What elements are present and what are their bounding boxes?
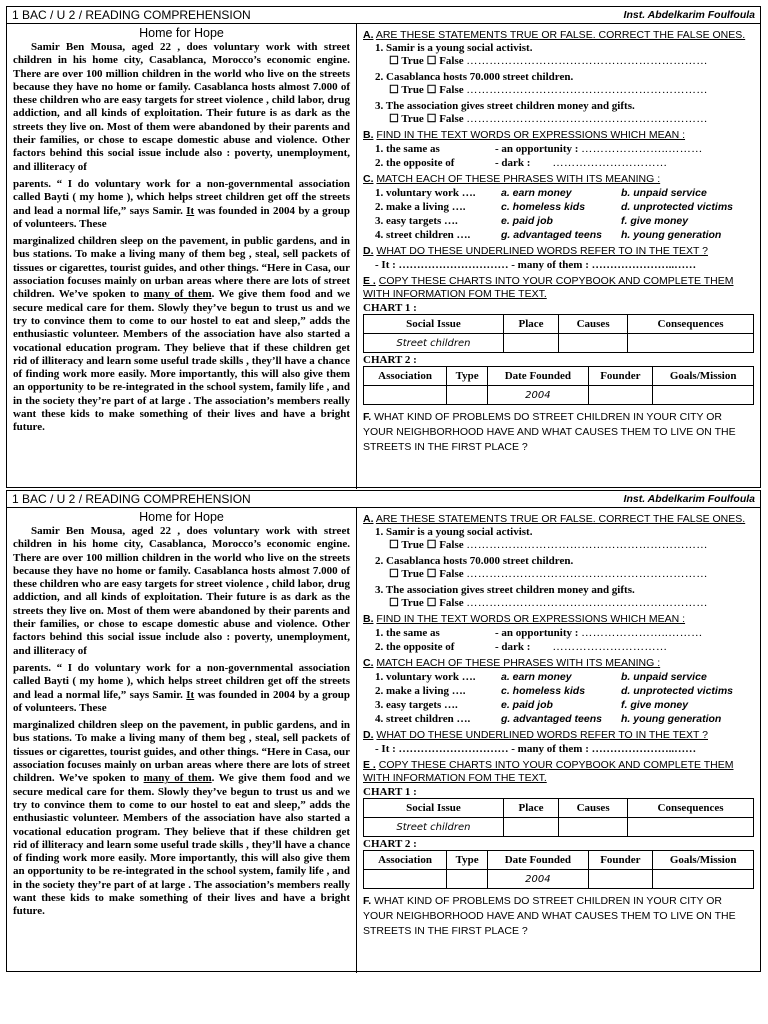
chart-2-label: CHART 2 : <box>363 354 417 366</box>
vocab-row-1: 1. the same as - an opportunity : …………………..……… <box>375 143 703 155</box>
chart-1-header: Social Issue <box>364 315 504 334</box>
chart-2-cell[interactable] <box>588 870 653 889</box>
chart-2-table <box>363 850 754 889</box>
vocab-row-2: 2. the opposite of - dark : ………………………… <box>375 157 668 169</box>
chart-2-cell[interactable] <box>588 386 653 405</box>
chart-1-label: CHART 1 : <box>363 302 417 314</box>
worksheet-copy-2 <box>6 490 761 972</box>
match-row-4: 4. street children …. g. advantaged teens h. young generation <box>375 229 722 241</box>
chart-2-header: Association <box>364 367 447 386</box>
paragraph-3: marginalized children sleep on the pavement, in public gardens, and in bus stations. To make a living many of them beg , steal, sell packets of tissues or cigarettes, tourist guides, and other things. “Here in Casa, our association focuses mainly on urban areas where there are lots of street children. We’ve spoken to many of them. We give them food and we secure medical care for them. Slowly they’ve begun to trust us and we try to convince them to come to our hostel to eat and sleep,” adds the enthusiastic volunteer. Members of the association have also started a vocational education program. They believe that if these children get rid of illiteracy and learn some useful trade skills , they’ll have a chance of finding work more easily. More importantly, this will also give them an opportunity to be re-integrated in the school system, family life , and in the society they’re part of at large . The association’s members really want these kids to make something of their lives and have a bright future. <box>13 719 350 918</box>
question-a-heading: A. ARE THESE STATEMENTS TRUE OR FALSE. CORRECT THE FALSE ONES. <box>363 29 746 41</box>
question-d-heading: D. WHAT DO THESE UNDERLINED WORDS REFER TO IN THE TEXT ? <box>363 245 709 257</box>
statement-1: 1. Samir is a young social activist. <box>375 42 533 54</box>
question-a-heading: A. ARE THESE STATEMENTS TRUE OR FALSE. CORRECT THE FALSE ONES. <box>363 513 746 525</box>
chart-2-header: Date Founded <box>488 851 588 870</box>
true-false-row-1: ☐ True ☐ False ……………………………………………………… <box>389 55 708 67</box>
question-c-heading: C. MATCH EACH OF THESE PHRASES WITH ITS MEANING : <box>363 173 661 185</box>
reference-line: - It : ………………………… - many of them : …………………..…… <box>375 743 697 755</box>
vocab-row-1: 1. the same as - an opportunity : …………………..……… <box>375 627 703 639</box>
paragraph-2: parents. “ I do voluntary work for a non-governmental association called Bayti ( my home ), which helps street children get off the streets and lead a normal life,” says Samir. It was founded in 2004 by a group of volunteers. These <box>13 661 351 714</box>
chart-2-table <box>363 366 754 405</box>
unit-title: 1 BAC / U 2 / READING COMPREHENSION <box>12 492 251 506</box>
chart-1-header: Causes <box>559 799 628 818</box>
chart-1-cell[interactable]: Street children <box>364 334 504 353</box>
chart-1-header: Consequences <box>628 315 754 334</box>
chart-1-table <box>363 798 754 837</box>
chart-1-header: Consequences <box>628 799 754 818</box>
reading-text <box>7 508 357 973</box>
paragraph-1: Samir Ben Mousa, aged 22 , does voluntary work with street children in his home city, Casablanca, Morocco’s economic engine. There are over 100 million children in the world who live on the streets because they have no home or family. Casablanca hosts almost 7.000 of these children who are easy targets for street violence , child labor, drug addiction, and all kinds of exploitation. Their future is as dark as the streets they live on. Most of them were abandoned by their parents and their families, or chose to escape domestic abuse and violence. Other factors behind this social issue include also : poverty, unemployment, and illiteracy of <box>13 525 350 657</box>
unit-title: 1 BAC / U 2 / READING COMPREHENSION <box>12 8 251 22</box>
chart-1-cell[interactable] <box>628 334 754 353</box>
chart-2-header: Goals/Mission <box>653 367 754 386</box>
statement-3: 3. The association gives street children money and gifts. <box>375 584 635 596</box>
text-title: Home for Hope <box>139 510 224 524</box>
chart-2-header: Type <box>447 367 488 386</box>
match-row-3: 3. easy targets …. e. paid job f. give money <box>375 215 689 227</box>
chart-1-header: Causes <box>559 315 628 334</box>
chart-2-cell[interactable] <box>653 386 754 405</box>
question-b-heading: B. FIND IN THE TEXT WORDS OR EXPRESSIONS WHICH MEAN : <box>363 613 686 625</box>
worksheet-header <box>7 7 760 24</box>
match-row-1: 1. voluntary work …. a. earn money b. unpaid service <box>375 671 707 683</box>
chart-2-cell[interactable] <box>653 870 754 889</box>
chart-2-cell[interactable]: 2004 <box>488 870 588 889</box>
true-false-row-2: ☐ True ☐ False ……………………………………………………… <box>389 84 708 96</box>
chart-2-header: Founder <box>588 851 653 870</box>
question-b-heading: B. FIND IN THE TEXT WORDS OR EXPRESSIONS WHICH MEAN : <box>363 129 686 141</box>
question-e-heading: E . COPY THESE CHARTS INTO YOUR COPYBOOK AND COMPLETE THEM WITH INFORMATION FOM THE TEXT. <box>363 275 734 300</box>
chart-2-header: Date Founded <box>488 367 588 386</box>
statement-1: 1. Samir is a young social activist. <box>375 526 533 538</box>
chart-1-header: Place <box>503 315 558 334</box>
match-row-2: 2. make a living …. c. homeless kids d. unprotected victims <box>375 201 734 213</box>
question-f: F. WHAT KIND OF PROBLEMS DO STREET CHILDREN IN YOUR CITY OR YOUR NEIGHBORHOOD HAVE AND WHAT CAUSES THEM TO LIVE ON THE STREETS IN THE FIRST PLACE ? <box>363 895 736 937</box>
worksheet-header <box>7 491 760 508</box>
chart-2-header: Founder <box>588 367 653 386</box>
question-d-heading: D. WHAT DO THESE UNDERLINED WORDS REFER TO IN THE TEXT ? <box>363 729 709 741</box>
text-title: Home for Hope <box>139 26 224 40</box>
true-false-row-3: ☐ True ☐ False ……………………………………………………… <box>389 113 708 125</box>
statement-2: 2. Casablanca hosts 70.000 street children. <box>375 555 574 567</box>
statement-3: 3. The association gives street children money and gifts. <box>375 100 635 112</box>
chart-1-header: Social Issue <box>364 799 504 818</box>
true-false-row-2: ☐ True ☐ False ……………………………………………………… <box>389 568 708 580</box>
underlined-many-of-them: many of them <box>143 288 212 301</box>
match-row-2: 2. make a living …. c. homeless kids d. unprotected victims <box>375 685 734 697</box>
chart-2-cell[interactable] <box>447 870 488 889</box>
reference-line: - It : ………………………… - many of them : …………………..…… <box>375 259 697 271</box>
chart-1-cell[interactable] <box>503 818 558 837</box>
chart-1-cell[interactable] <box>503 334 558 353</box>
true-false-row-1: ☐ True ☐ False ……………………………………………………… <box>389 539 708 551</box>
chart-1-label: CHART 1 : <box>363 786 417 798</box>
questions <box>357 24 760 489</box>
chart-2-cell[interactable] <box>447 386 488 405</box>
statement-2: 2. Casablanca hosts 70.000 street children. <box>375 71 574 83</box>
questions <box>357 508 760 973</box>
question-e-heading: E . COPY THESE CHARTS INTO YOUR COPYBOOK AND COMPLETE THEM WITH INFORMATION FOM THE TEXT. <box>363 759 734 784</box>
chart-2-label: CHART 2 : <box>363 838 417 850</box>
chart-1-header: Place <box>503 799 558 818</box>
paragraph-3: marginalized children sleep on the pavement, in public gardens, and in bus stations. To make a living many of them beg , steal, sell packets of tissues or cigarettes, tourist guides, and other things. “Here in Casa, our association focuses mainly on urban areas where there are lots of street children. We’ve spoken to many of them. We give them food and we secure medical care for them. Slowly they’ve begun to trust us and we try to convince them to come to our hostel to eat and sleep,” adds the enthusiastic volunteer. Members of the association have also started a vocational education program. They believe that if these children get rid of illiteracy and learn some useful trade skills , they’ll have a chance of finding work more easily. More importantly, this will also give them an opportunity to be re-integrated in the school system, family life , and in the society they’re part of at large . The association’s members really want these kids to make something of their lives and have a bright future. <box>13 235 350 434</box>
question-f: F. WHAT KIND OF PROBLEMS DO STREET CHILDREN IN YOUR CITY OR YOUR NEIGHBORHOOD HAVE AND WHAT CAUSES THEM TO LIVE ON THE STREETS IN THE FIRST PLACE ? <box>363 411 736 453</box>
chart-1-cell[interactable] <box>628 818 754 837</box>
vocab-row-2: 2. the opposite of - dark : ………………………… <box>375 641 668 653</box>
match-row-4: 4. street children …. g. advantaged teens h. young generation <box>375 713 722 725</box>
chart-2-cell[interactable]: 2004 <box>488 386 588 405</box>
chart-1-cell[interactable] <box>559 334 628 353</box>
chart-1-cell[interactable]: Street children <box>364 818 504 837</box>
chart-1-table <box>363 314 754 353</box>
underlined-many-of-them: many of them <box>143 772 212 785</box>
chart-1-cell[interactable] <box>559 818 628 837</box>
underlined-it: It <box>186 204 195 217</box>
underlined-it: It <box>186 688 195 701</box>
match-row-3: 3. easy targets …. e. paid job f. give money <box>375 699 689 711</box>
worksheet-copy-1 <box>6 6 761 488</box>
chart-2-header: Association <box>364 851 447 870</box>
true-false-row-3: ☐ True ☐ False ……………………………………………………… <box>389 597 708 609</box>
paragraph-1: Samir Ben Mousa, aged 22 , does voluntary work with street children in his home city, Casablanca, Morocco’s economic engine. There are over 100 million children in the world who live on the streets because they have no home or family. Casablanca hosts almost 7.000 of these children who are easy targets for street violence , child labor, drug addiction, and all kinds of exploitation. Their future is as dark as the streets they live on. Most of them were abandoned by their parents and their families, or chose to escape domestic abuse and violence. Other factors behind this social issue include also : poverty, unemployment, and illiteracy of <box>13 41 350 173</box>
chart-2-cell[interactable] <box>364 386 447 405</box>
chart-2-header: Goals/Mission <box>653 851 754 870</box>
reading-text <box>7 24 357 489</box>
chart-2-header: Type <box>447 851 488 870</box>
instructor-name: Inst. Abdelkarim Foulfoula <box>623 493 755 505</box>
chart-2-cell[interactable] <box>364 870 447 889</box>
instructor-name: Inst. Abdelkarim Foulfoula <box>623 9 755 21</box>
paragraph-2: parents. “ I do voluntary work for a non-governmental association called Bayti ( my home ), which helps street children get off the streets and lead a normal life,” says Samir. It was founded in 2004 by a group of volunteers. These <box>13 177 351 230</box>
question-c-heading: C. MATCH EACH OF THESE PHRASES WITH ITS MEANING : <box>363 657 661 669</box>
match-row-1: 1. voluntary work …. a. earn money b. unpaid service <box>375 187 707 199</box>
